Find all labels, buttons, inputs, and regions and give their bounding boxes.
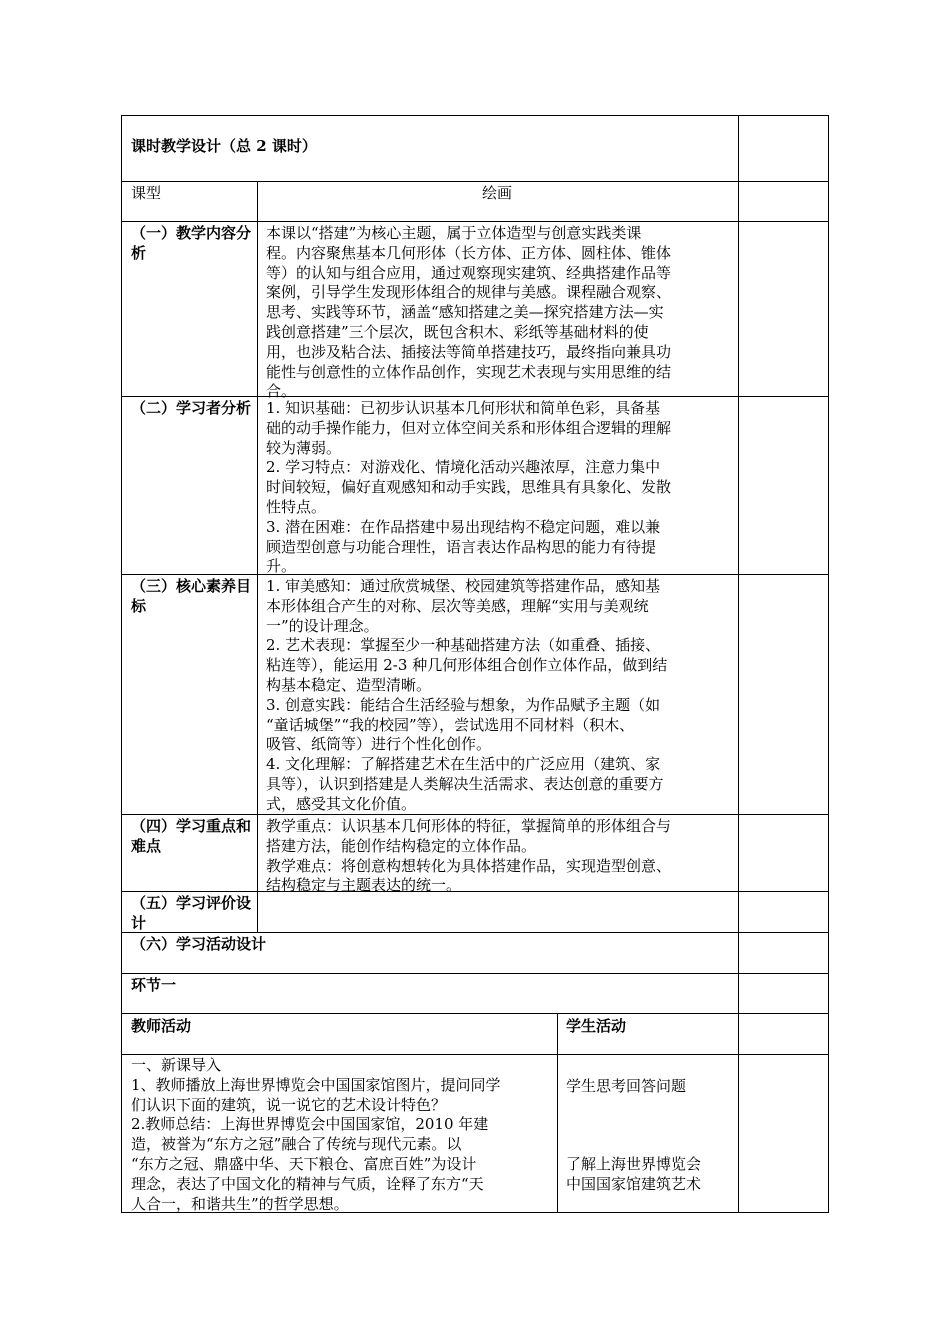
key-points-label: （四）学习重点和难点: [131, 817, 252, 855]
table-rule: [121, 115, 829, 116]
course-type-label: 课型: [131, 184, 162, 202]
page-title: 课时教学设计（总 2 课时）: [131, 137, 317, 155]
section-label: 环节一: [131, 976, 177, 994]
activities-label: （六）学习活动设计: [131, 935, 267, 953]
table-rule: [557, 1013, 558, 1213]
learner-analysis-text: 1. 知识基础：已初步认识基本几何形状和简单色彩，具备基 础的动手操作能力，但对立体空间关系和形体组合逻辑的理解 较为薄弱。 2. 学习特点：对游戏化、情境化活动兴趣浓厚，注意力集中 时间较短，偏好直观感知和动手实践，思维具有具象化、发散 性特点。 3. 潜在困难：在作品搭建中易出现结构不稳定问题，难以兼 顾造型创意与功能合理性，语言表达作品构思的能力有待提 升。: [266, 399, 672, 576]
teacher-activity-header: 教师活动: [131, 1017, 192, 1035]
table-rule: [257, 181, 258, 932]
table-rule: [121, 1013, 829, 1014]
student-activity-header: 学生活动: [566, 1017, 627, 1035]
teacher-activity-text: 一、新课导入 1、教师播放上海世界博览会中国国家馆图片，提问同学 们认识下面的建筑，说一说它的艺术设计特色？ 2.教师总结：上海世界博览会中国国家馆，2010 年建 造，被誉为“东方之冠”融合了传统与现代元素。以 “东方之冠、鼎盛中华、天下粮仓、富庶百姓”为设计 理念，表达了中国文化的精神与气质，诠释了东方“天 人合一，和谐共生”的哲学思想。: [131, 1056, 501, 1213]
core-literacy-text: 1. 审美感知：通过欣赏城堡、校园建筑等搭建作品，感知基 本形体组合产生的对称、层次等美感，理解“实用与美观统 一”的设计理念。 2. 艺术表现：掌握至少一种基础搭建方法（如重叠、插接、 粘连等），能运用 2-3 种几何形体组合创作立体作品，做到结 构基本稳定、造型清晰。 3. 创意实践：能结合生活经验与想象，为作品赋予主题（如 “童话城堡”“我的校园”等），尝试选用不同材料（积木、 吸管、纸筒等）进行个性化创作。 4. 文化理解：了解搭建艺术在生活中的广泛应用（建筑、家 具等），认识到搭建是人类解决生活需求、表达创意的重要方 式，感受其文化价值。: [266, 577, 668, 813]
core-literacy-label: （三）核心素养目标: [131, 577, 252, 615]
evaluation-label: （五）学习评价设计: [131, 894, 252, 932]
key-points-text: 教学重点：认识基本几何形体的特征，掌握简单的形体组合与 搭建方法，能创作结构稳定的立体作品。 教学难点：将创意构想转化为具体搭建作品，实现造型创意、 结构稳定与主题表达的统一。: [266, 817, 672, 895]
learner-analysis-label: （二）学习者分析: [131, 399, 252, 417]
table-rule: [121, 181, 829, 182]
table-rule: [121, 1054, 829, 1055]
student-activity-text-2: 了解上海世界博览会 中国国家馆建筑艺术: [566, 1155, 702, 1193]
table-rule: [121, 115, 122, 1213]
table-rule: [121, 973, 829, 974]
table-rule: [738, 115, 739, 1213]
student-activity-text-1: 学生思考回答问题: [566, 1077, 687, 1095]
course-type-value: 绘画: [482, 184, 513, 202]
table-rule: [121, 221, 829, 222]
table-rule: [828, 115, 829, 1213]
content-analysis-label: （一）教学内容分析: [131, 224, 252, 262]
content-analysis-text: 本课以“搭建”为核心主题，属于立体造型与创意实践类课 程。内容聚焦基本几何形体（长方体、正方体、圆柱体、锥体 等）的认知与组合应用，通过观察现实建筑、经典搭建作品等 案例，引导学生发现形体组合的规律与美感。课程融合观察、 思考、实践等环节，涵盖“感知搭建之美—探究搭建方法—实 践创意搭建”三个层次，既包含积木、彩纸等基础材料的使 用，也涉及粘合法、插接法等简单搭建技巧，最终指向兼具功 能性与创意性的立体作品创作，实现艺术表现与实用思维的结 合。: [266, 224, 672, 401]
